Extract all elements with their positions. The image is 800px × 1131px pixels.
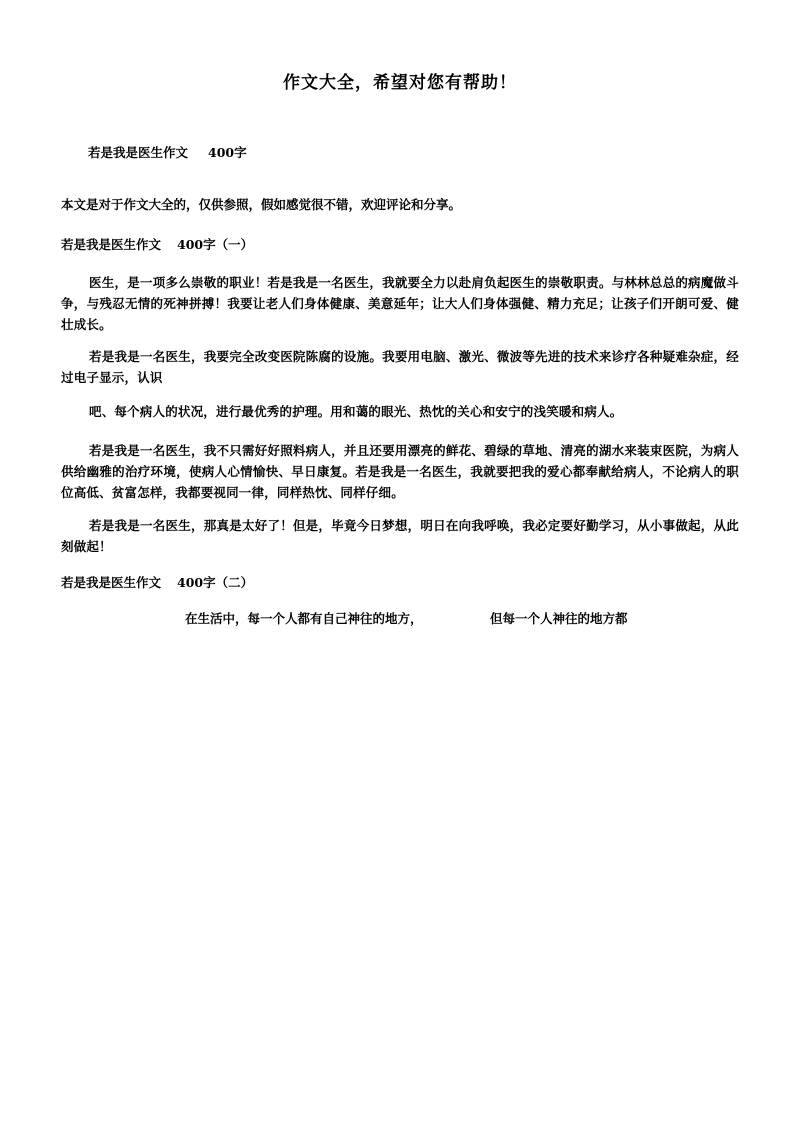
essay-subtitle <box>88 144 247 162</box>
last-line-left: 在生活中，每一个人都有自己神往的地方， <box>185 611 423 626</box>
paragraph-3: 吧、每个病人的状况，进行最优秀的护理。用和蔼的眼光、热忱的关心和安宁的浅笑暖和病人。 <box>89 404 623 419</box>
subtitle-text: 若是我是医生作文 <box>88 145 189 160</box>
paragraph-2: 若是我是一名医生，我要完全改变医院陈腐的设施。我要用电脑、激光、微波等先进的技术来诊疗各种疑难杂症，经过电子显示，认识 <box>61 349 739 385</box>
paragraph-1: 医生，是一项多么崇敬的职业！若是我是一名医生，我就要全力以赴肩负起医生的崇敬职责。与林林总总的病魔做斗争，与残忍无情的死神拼搏！我要让老人们身体健康、美意延年；让大人们身体强健、精力充足；让孩子们开朗可爱、健壮成长。 <box>61 275 739 332</box>
page-title: 作文大全，希望对您有帮助！ <box>283 73 517 93</box>
subtitle-count: 400字 <box>208 145 247 160</box>
paragraph-5: 若是我是一名医生，那真是太好了！但是，毕竟今日梦想，明日在向我呼唤，我必定要好勤学习，从小事做起，从此刻做起！ <box>61 518 739 554</box>
section-heading-1-count: 400字（一） <box>177 237 254 252</box>
section-heading-1 <box>61 236 253 254</box>
intro-text: 本文是对于作文大全的，仅供参照，假如感觉很不错，欢迎评论和分享。 <box>61 197 462 212</box>
last-line-right: 但每一个人神往的地方都 <box>490 611 628 626</box>
section-heading-2 <box>61 574 253 592</box>
section-heading-2-count: 400字（二） <box>177 575 254 590</box>
section-heading-2-text: 若是我是医生作文 <box>61 575 162 590</box>
paragraph-4: 若是我是一名医生，我不只需好好照料病人，并且还要用漂亮的鲜花、碧绿的草地、清亮的湖水来装束医院，为病人供给幽雅的治疗环境，使病人心情愉快、早日康复。若是我是一名医生，我就要把我的爱心都奉献给病人，不论病人的职位高低、贫富怎样，我都要视同一律，同样热忱、同样仔细。 <box>61 443 739 500</box>
section-heading-1-text: 若是我是医生作文 <box>61 237 162 252</box>
